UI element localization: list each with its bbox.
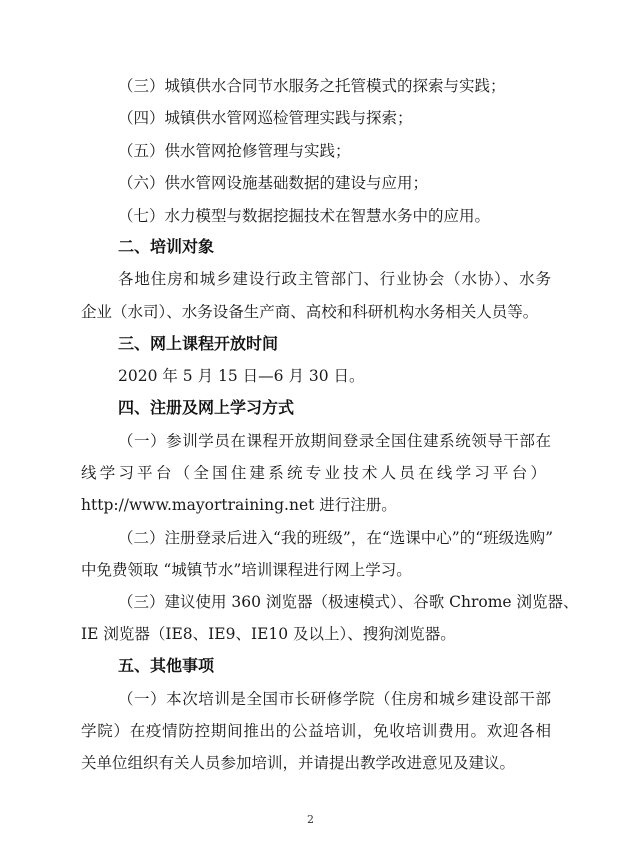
paragraph-line: （一）参训学员在课程开放期间登录全国住建系统领导干部在 bbox=[118, 432, 551, 450]
paragraph-line: （一）本次培训是全国市长研修学院（住房和城乡建设部干部 bbox=[118, 690, 551, 708]
paragraph-line: （二）注册登录后进入“我的班级”，在“选课中心”的“班级选购” bbox=[118, 529, 554, 547]
paragraph-line: 各地住房和城乡建设行政主管部门、行业协会（水协）、水务 bbox=[118, 270, 551, 288]
list-item: （七）水力模型与数据挖掘技术在智慧水务中的应用。 bbox=[118, 207, 491, 225]
section-heading: 二、培训对象 bbox=[118, 237, 215, 256]
section-heading: 五、其他事项 bbox=[118, 656, 215, 675]
list-item: （三）城镇供水合同节水服务之托管模式的探索与实践； bbox=[118, 77, 506, 95]
paragraph-line: 学院）在疫情防控期间推出的公益培训，免收培训费用。欢迎各相 bbox=[81, 722, 551, 740]
list-item: （六）供水管网设施基础数据的建设与应用； bbox=[118, 174, 429, 192]
paragraph-line: IE 浏览器（IE8、IE9、IE10 及以上）、搜狗浏览器。 bbox=[81, 625, 456, 643]
page-number: 2 bbox=[307, 813, 314, 826]
paragraph-line: http://www.mayortraining.net 进行注册。 bbox=[81, 496, 397, 514]
paragraph-line: 中免费领取 “城镇节水”培训课程进行网上学习。 bbox=[81, 561, 412, 579]
paragraph-line: （三）建议使用 360 浏览器（极速模式）、谷歌 Chrome 浏览器、 bbox=[118, 593, 579, 611]
paragraph-line: 关单位组织有关人员参加培训，并请提出教学改进意见及建议。 bbox=[81, 754, 516, 772]
paragraph-line: 2020 年 5 月 15 日—6 月 30 日。 bbox=[118, 367, 365, 385]
list-item: （四）城镇供水管网巡检管理实践与探索； bbox=[118, 109, 413, 127]
list-item: （五）供水管网抢修管理与实践； bbox=[118, 142, 351, 160]
section-heading: 四、注册及网上学习方式 bbox=[118, 398, 295, 417]
paragraph-line: 企业（水司）、水务设备生产商、高校和科研机构水务相关人员等。 bbox=[81, 303, 539, 321]
section-heading: 三、网上课程开放时间 bbox=[118, 334, 279, 353]
paragraph-line: 线学习平台（全国住建系统专业技术人员在线学习平台） bbox=[81, 464, 546, 482]
